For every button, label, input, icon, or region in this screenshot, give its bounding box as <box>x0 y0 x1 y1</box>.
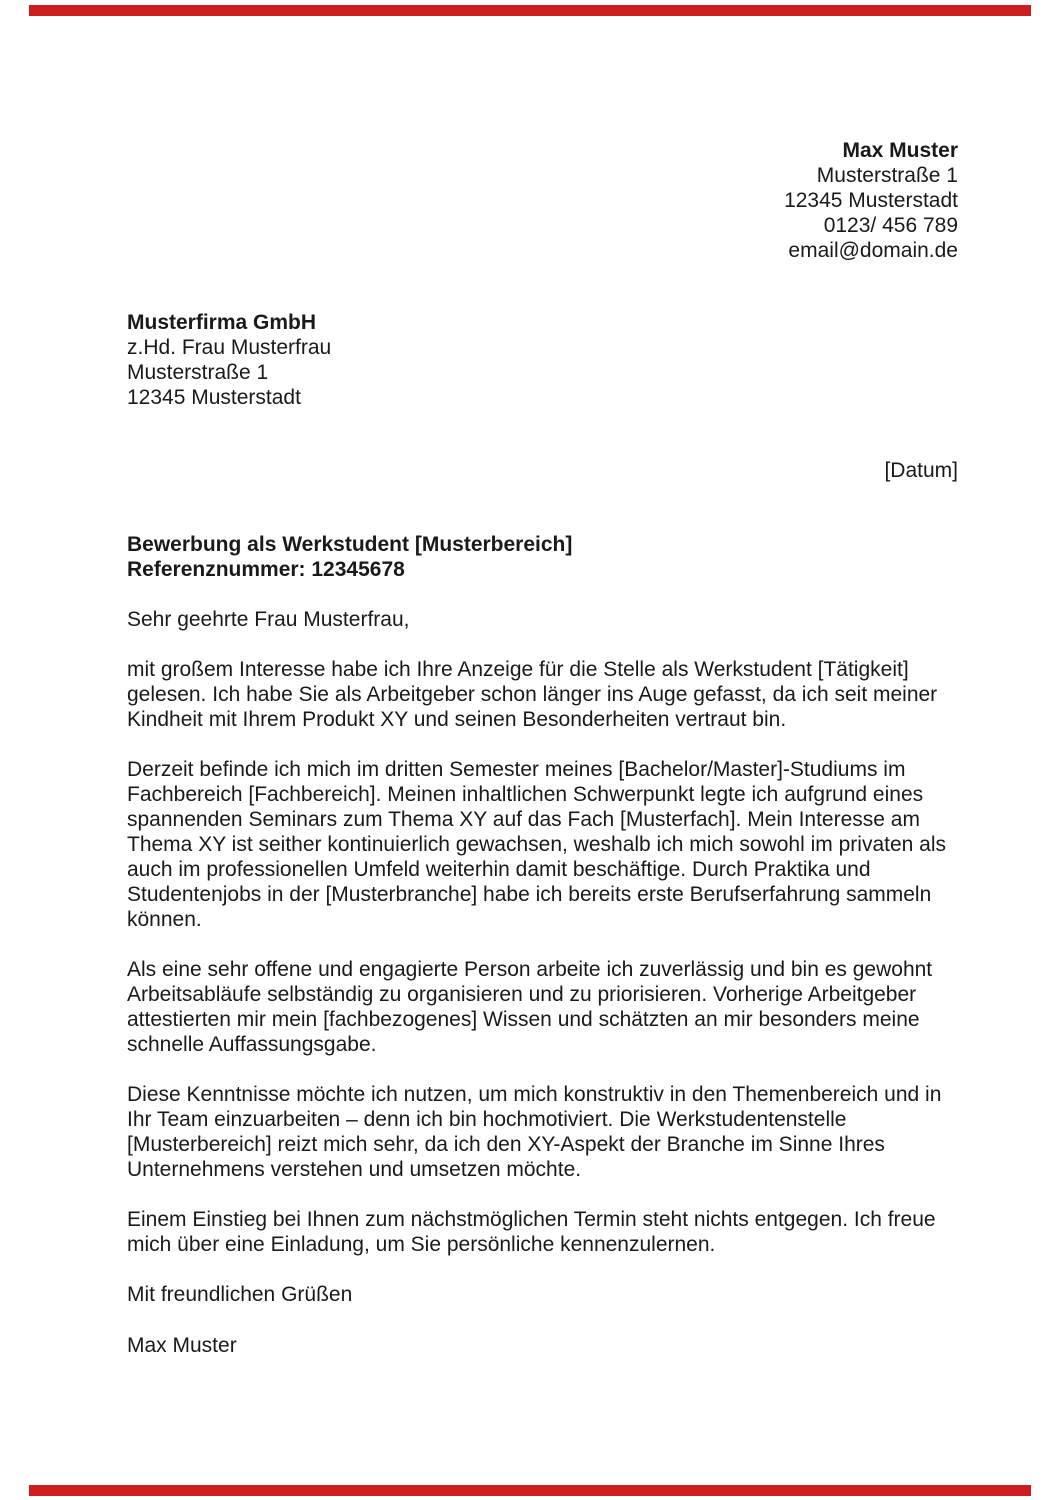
salutation: Sehr geehrte Frau Musterfrau, <box>127 608 410 631</box>
recipient-address-block <box>127 310 958 410</box>
reference-number-line: Referenznummer: 12345678 <box>127 558 405 581</box>
recipient-address-lines <box>127 335 958 410</box>
letter-body <box>127 657 958 1257</box>
recipient-company: Musterfirma GmbH <box>127 311 317 334</box>
recipient-address-line: z.Hd. Frau Musterfrau <box>127 336 332 359</box>
signature-name: Max Muster <box>127 1334 237 1357</box>
closing-phrase: Mit freundlichen Grüßen <box>127 1283 353 1306</box>
recipient-address-line: Musterstraße 1 <box>127 361 269 384</box>
body-paragraph: Derzeit befinde ich mich im dritten Semester meines [Bachelor/Master]-Studiums im Fachbereich [Fachbereich]. Meinen inhaltlichen Schwerpunkt legte ich aufgrund eines spannenden Seminars zum Thema XY auf das Fach [Musterfach]. Mein Interesse am Thema XY ist seither kontinuierlich gewachsen, weshalb ich mich sowohl im privaten als auch im professionellen Umfeld weiterhin damit beschäftige. Durch Praktika und Studentenjobs in der [Musterbranche] habe ich bereits erste Berufserfahrung sammeln können. <box>127 758 946 931</box>
top-accent-bar <box>29 5 1031 16</box>
body-paragraph: mit großem Interesse habe ich Ihre Anzeige für die Stelle als Werkstudent [Tätigkeit] gelesen. Ich habe Sie als Arbeitgeber schon länger ins Auge gefasst, da ich seit meiner Kindheit mit Ihrem Produkt XY und seinen Besonderheiten vertraut bin. <box>127 658 938 731</box>
sender-address-line: 12345 Musterstadt <box>784 189 958 212</box>
body-paragraph: Einem Einstieg bei Ihnen zum nächstmöglichen Termin steht nichts entgegen. Ich freue mich über eine Einladung, um Sie persönliche kennenzulernen. <box>127 1208 936 1256</box>
body-paragraph: Diese Kenntnisse möchte ich nutzen, um mich konstruktiv in den Themenbereich und in Ihr Team einzuarbeiten – denn ich bin hochmotiviert. Die Werkstudentenstelle [Musterbereich] reizt mich sehr, da ich den XY-Aspekt der Branche im Sinne Ihres Unternehmens verstehen und umsetzen möchte. <box>127 1083 942 1181</box>
sender-address-line: Musterstraße 1 <box>816 164 958 187</box>
sender-address-line: email@domain.de <box>788 239 958 262</box>
sender-address-lines <box>127 163 958 263</box>
subject-line: Bewerbung als Werkstudent [Musterbereich] <box>127 533 573 556</box>
sender-name: Max Muster <box>842 139 958 162</box>
sender-address-line: 0123/ 456 789 <box>823 214 958 237</box>
recipient-address-line: 12345 Musterstadt <box>127 386 301 409</box>
subject-block <box>127 532 958 582</box>
body-paragraph: Als eine sehr offene und engagierte Person arbeite ich zuverlässig und bin es gewohnt Arbeitsabläufe selbständig zu organisieren und zu priorisieren. Vorherige Arbeitgeber attestierten mir mein [fachbezogenes] Wissen und schätzten an mir besonders meine schnelle Auffassungsgabe. <box>127 958 933 1056</box>
cover-letter <box>127 138 958 1358</box>
date-placeholder: [Datum] <box>884 459 958 482</box>
bottom-accent-bar <box>29 1485 1031 1496</box>
sender-address-block <box>127 138 958 263</box>
